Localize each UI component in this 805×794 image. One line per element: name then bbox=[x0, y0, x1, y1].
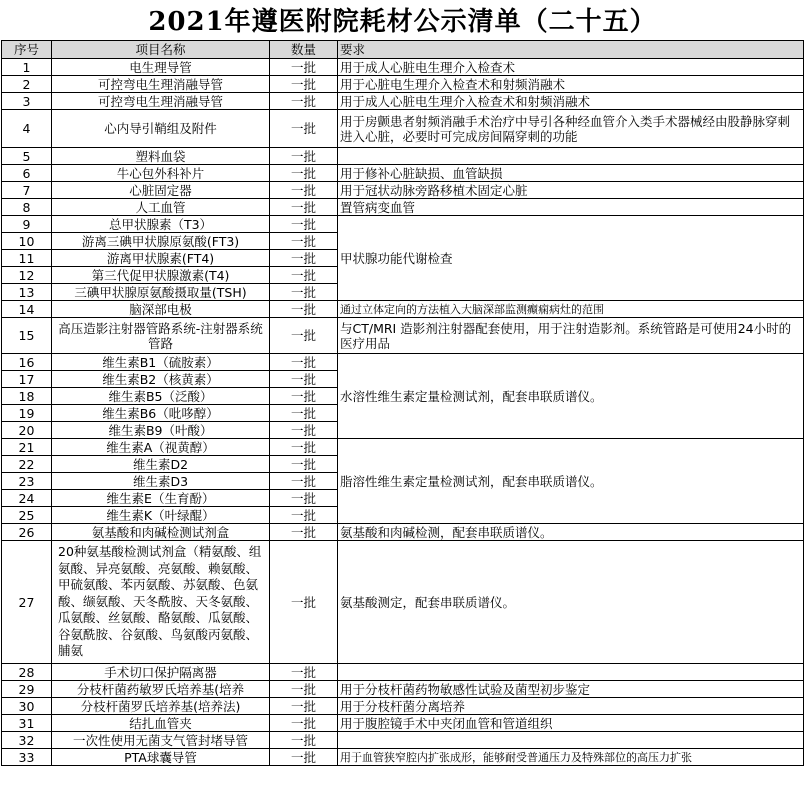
row-no: 19 bbox=[2, 405, 52, 422]
row-no: 15 bbox=[2, 318, 52, 354]
row-qty: 一批 bbox=[270, 664, 338, 681]
row-qty: 一批 bbox=[270, 233, 338, 250]
row-qty: 一批 bbox=[270, 284, 338, 301]
row-qty: 一批 bbox=[270, 388, 338, 405]
row-name: 维生素D3 bbox=[52, 473, 270, 490]
row-qty: 一批 bbox=[270, 541, 338, 664]
row-name: 维生素B2（核黄素） bbox=[52, 371, 270, 388]
table-row bbox=[2, 732, 804, 749]
row-name: 高压造影注射器管路系统-注射器系统管路 bbox=[52, 318, 270, 354]
row-req: 用于腹腔镜手术中夹闭血管和管道组织 bbox=[338, 715, 804, 732]
row-req: 用于修补心脏缺损、血管缺损 bbox=[338, 165, 804, 182]
row-qty: 一批 bbox=[270, 76, 338, 93]
row-req bbox=[338, 664, 804, 681]
row-no: 18 bbox=[2, 388, 52, 405]
row-no: 21 bbox=[2, 439, 52, 456]
table-row bbox=[2, 216, 804, 233]
header-qty: 数量 bbox=[270, 41, 338, 59]
row-qty: 一批 bbox=[270, 267, 338, 284]
row-qty: 一批 bbox=[270, 354, 338, 371]
row-req: 置管病变血管 bbox=[338, 199, 804, 216]
row-no: 13 bbox=[2, 284, 52, 301]
row-name: 维生素B9（叶酸） bbox=[52, 422, 270, 439]
row-name: 结扎血管夹 bbox=[52, 715, 270, 732]
row-qty: 一批 bbox=[270, 732, 338, 749]
row-req-merged-thyroid: 甲状腺功能代谢检查 bbox=[338, 216, 804, 301]
row-name: 维生素K（叶绿醌） bbox=[52, 507, 270, 524]
row-name: 维生素D2 bbox=[52, 456, 270, 473]
table-row bbox=[2, 698, 804, 715]
row-req: 氨基酸测定，配套串联质谱仪。 bbox=[338, 541, 804, 664]
row-qty: 一批 bbox=[270, 216, 338, 233]
table-row bbox=[2, 110, 804, 148]
row-name: 游离三碘甲状腺原氨酸(FT3) bbox=[52, 233, 270, 250]
row-name: 人工血管 bbox=[52, 199, 270, 216]
table-row bbox=[2, 715, 804, 732]
row-req: 用于房颤患者射频消融手术治疗中导引各种经血管介入类手术器械经由股静脉穿刺进入心脏，必要时可完成房间隔穿刺的功能 bbox=[338, 110, 804, 148]
header-name: 项目名称 bbox=[52, 41, 270, 59]
row-no: 22 bbox=[2, 456, 52, 473]
row-req-merged-fat-vitamin: 脂溶性维生素定量检测试剂，配套串联质谱仪。 bbox=[338, 439, 804, 524]
row-qty: 一批 bbox=[270, 182, 338, 199]
row-name: 塑料血袋 bbox=[52, 148, 270, 165]
row-qty: 一批 bbox=[270, 405, 338, 422]
row-req: 用于分枝杆菌分离培养 bbox=[338, 698, 804, 715]
row-qty: 一批 bbox=[270, 715, 338, 732]
row-qty: 一批 bbox=[270, 371, 338, 388]
row-no: 4 bbox=[2, 110, 52, 148]
row-name: 脑深部电极 bbox=[52, 301, 270, 318]
row-req: 氨基酸和肉碱检测，配套串联质谱仪。 bbox=[338, 524, 804, 541]
table-row bbox=[2, 354, 804, 371]
row-req: 用于心脏电生理介入检查术和射频消融术 bbox=[338, 76, 804, 93]
row-req bbox=[338, 148, 804, 165]
row-name: 20种氨基酸检测试剂盒（精氨酸、组氨酸、异亮氨酸、亮氨酸、赖氨酸、甲硫氨酸、苯丙氨酸、苏氨酸、色氨酸、缬氨酸、天冬酰胺、天冬氨酸、瓜氨酸、丝氨酸、酪氨酸、瓜氨酸、谷氨酰胺、谷氨酸、鸟氨酸丙氨酸、脯氨 bbox=[52, 541, 270, 664]
row-no: 28 bbox=[2, 664, 52, 681]
row-name: PTA球囊导管 bbox=[52, 749, 270, 766]
table-row bbox=[2, 681, 804, 698]
row-name: 游离甲状腺素(FT4) bbox=[52, 250, 270, 267]
row-name: 牛心包外科补片 bbox=[52, 165, 270, 182]
row-qty: 一批 bbox=[270, 318, 338, 354]
row-qty: 一批 bbox=[270, 301, 338, 318]
row-qty: 一批 bbox=[270, 199, 338, 216]
row-no: 30 bbox=[2, 698, 52, 715]
row-name: 维生素B6（吡哆醇） bbox=[52, 405, 270, 422]
row-name: 维生素A（视黄醇） bbox=[52, 439, 270, 456]
consumables-table bbox=[1, 40, 804, 766]
row-no: 5 bbox=[2, 148, 52, 165]
row-no: 27 bbox=[2, 541, 52, 664]
row-no: 20 bbox=[2, 422, 52, 439]
table-row bbox=[2, 148, 804, 165]
row-name: 分枝杆菌罗氏培养基(培养法) bbox=[52, 698, 270, 715]
row-name: 维生素B5（泛酸） bbox=[52, 388, 270, 405]
row-req-merged-water-vitamin: 水溶性维生素定量检测试剂，配套串联质谱仪。 bbox=[338, 354, 804, 439]
table-row bbox=[2, 318, 804, 354]
row-no: 6 bbox=[2, 165, 52, 182]
row-qty: 一批 bbox=[270, 473, 338, 490]
row-name: 可控弯电生理消融导管 bbox=[52, 76, 270, 93]
row-no: 32 bbox=[2, 732, 52, 749]
table-row bbox=[2, 541, 804, 664]
row-qty: 一批 bbox=[270, 490, 338, 507]
row-no: 25 bbox=[2, 507, 52, 524]
row-req bbox=[338, 732, 804, 749]
row-qty: 一批 bbox=[270, 59, 338, 76]
row-name: 心内导引鞘组及附件 bbox=[52, 110, 270, 148]
row-qty: 一批 bbox=[270, 507, 338, 524]
row-name: 三碘甲状腺原氨酸摄取量(TSH) bbox=[52, 284, 270, 301]
row-qty: 一批 bbox=[270, 165, 338, 182]
row-req: 与CT/MRI 造影剂注射器配套使用，用于注射造影剂。系统管路是可使用24小时的医疗用品 bbox=[338, 318, 804, 354]
row-qty: 一批 bbox=[270, 250, 338, 267]
row-name: 分枝杆菌药敏罗氏培养基(培养 bbox=[52, 681, 270, 698]
row-no: 9 bbox=[2, 216, 52, 233]
row-qty: 一批 bbox=[270, 698, 338, 715]
row-req: 用于血管狭窄腔内扩张成形，能够耐受普通压力及特殊部位的高压力扩张 bbox=[338, 749, 804, 766]
row-no: 11 bbox=[2, 250, 52, 267]
row-no: 8 bbox=[2, 199, 52, 216]
row-req: 用于冠状动脉旁路移植术固定心脏 bbox=[338, 182, 804, 199]
row-name: 维生素E（生育酚） bbox=[52, 490, 270, 507]
table-row bbox=[2, 664, 804, 681]
header-no: 序号 bbox=[2, 41, 52, 59]
row-qty: 一批 bbox=[270, 439, 338, 456]
row-no: 17 bbox=[2, 371, 52, 388]
row-no: 26 bbox=[2, 524, 52, 541]
table-row bbox=[2, 749, 804, 766]
row-req: 用于成人心脏电生理介入检查术和射频消融术 bbox=[338, 93, 804, 110]
table-header-row bbox=[2, 41, 804, 59]
row-no: 12 bbox=[2, 267, 52, 284]
row-name: 电生理导管 bbox=[52, 59, 270, 76]
row-no: 31 bbox=[2, 715, 52, 732]
row-no: 14 bbox=[2, 301, 52, 318]
table-row bbox=[2, 76, 804, 93]
row-no: 3 bbox=[2, 93, 52, 110]
row-name: 一次性使用无菌支气管封堵导管 bbox=[52, 732, 270, 749]
header-req: 要求 bbox=[338, 41, 804, 59]
document-title: 2021年遵医附院耗材公示清单（二十五） bbox=[148, 7, 657, 37]
row-no: 29 bbox=[2, 681, 52, 698]
row-no: 33 bbox=[2, 749, 52, 766]
table-row bbox=[2, 301, 804, 318]
row-req: 用于分枝杆菌药物敏感性试验及菌型初步鉴定 bbox=[338, 681, 804, 698]
row-no: 10 bbox=[2, 233, 52, 250]
table-row bbox=[2, 199, 804, 216]
row-name: 可控弯电生理消融导管 bbox=[52, 93, 270, 110]
row-no: 2 bbox=[2, 76, 52, 93]
row-no: 7 bbox=[2, 182, 52, 199]
row-qty: 一批 bbox=[270, 110, 338, 148]
table-row bbox=[2, 524, 804, 541]
row-name: 手术切口保护隔离器 bbox=[52, 664, 270, 681]
table-row bbox=[2, 165, 804, 182]
row-name: 第三代促甲状腺激素(T4) bbox=[52, 267, 270, 284]
row-qty: 一批 bbox=[270, 524, 338, 541]
row-req: 通过立体定向的方法植入大脑深部监测癫痫病灶的范围 bbox=[338, 301, 804, 318]
row-no: 1 bbox=[2, 59, 52, 76]
row-name: 维生素B1（硫胺素） bbox=[52, 354, 270, 371]
row-name: 总甲状腺素（T3） bbox=[52, 216, 270, 233]
row-qty: 一批 bbox=[270, 456, 338, 473]
row-qty: 一批 bbox=[270, 681, 338, 698]
table-row bbox=[2, 93, 804, 110]
row-name: 心脏固定器 bbox=[52, 182, 270, 199]
row-no: 23 bbox=[2, 473, 52, 490]
table-row bbox=[2, 182, 804, 199]
table-row bbox=[2, 439, 804, 456]
row-name: 氨基酸和肉碱检测试剂盒 bbox=[52, 524, 270, 541]
row-no: 16 bbox=[2, 354, 52, 371]
row-qty: 一批 bbox=[270, 749, 338, 766]
row-qty: 一批 bbox=[270, 93, 338, 110]
row-qty: 一批 bbox=[270, 422, 338, 439]
row-no: 24 bbox=[2, 490, 52, 507]
table-row bbox=[2, 59, 804, 76]
row-req: 用于成人心脏电生理介入检查术 bbox=[338, 59, 804, 76]
row-qty: 一批 bbox=[270, 148, 338, 165]
